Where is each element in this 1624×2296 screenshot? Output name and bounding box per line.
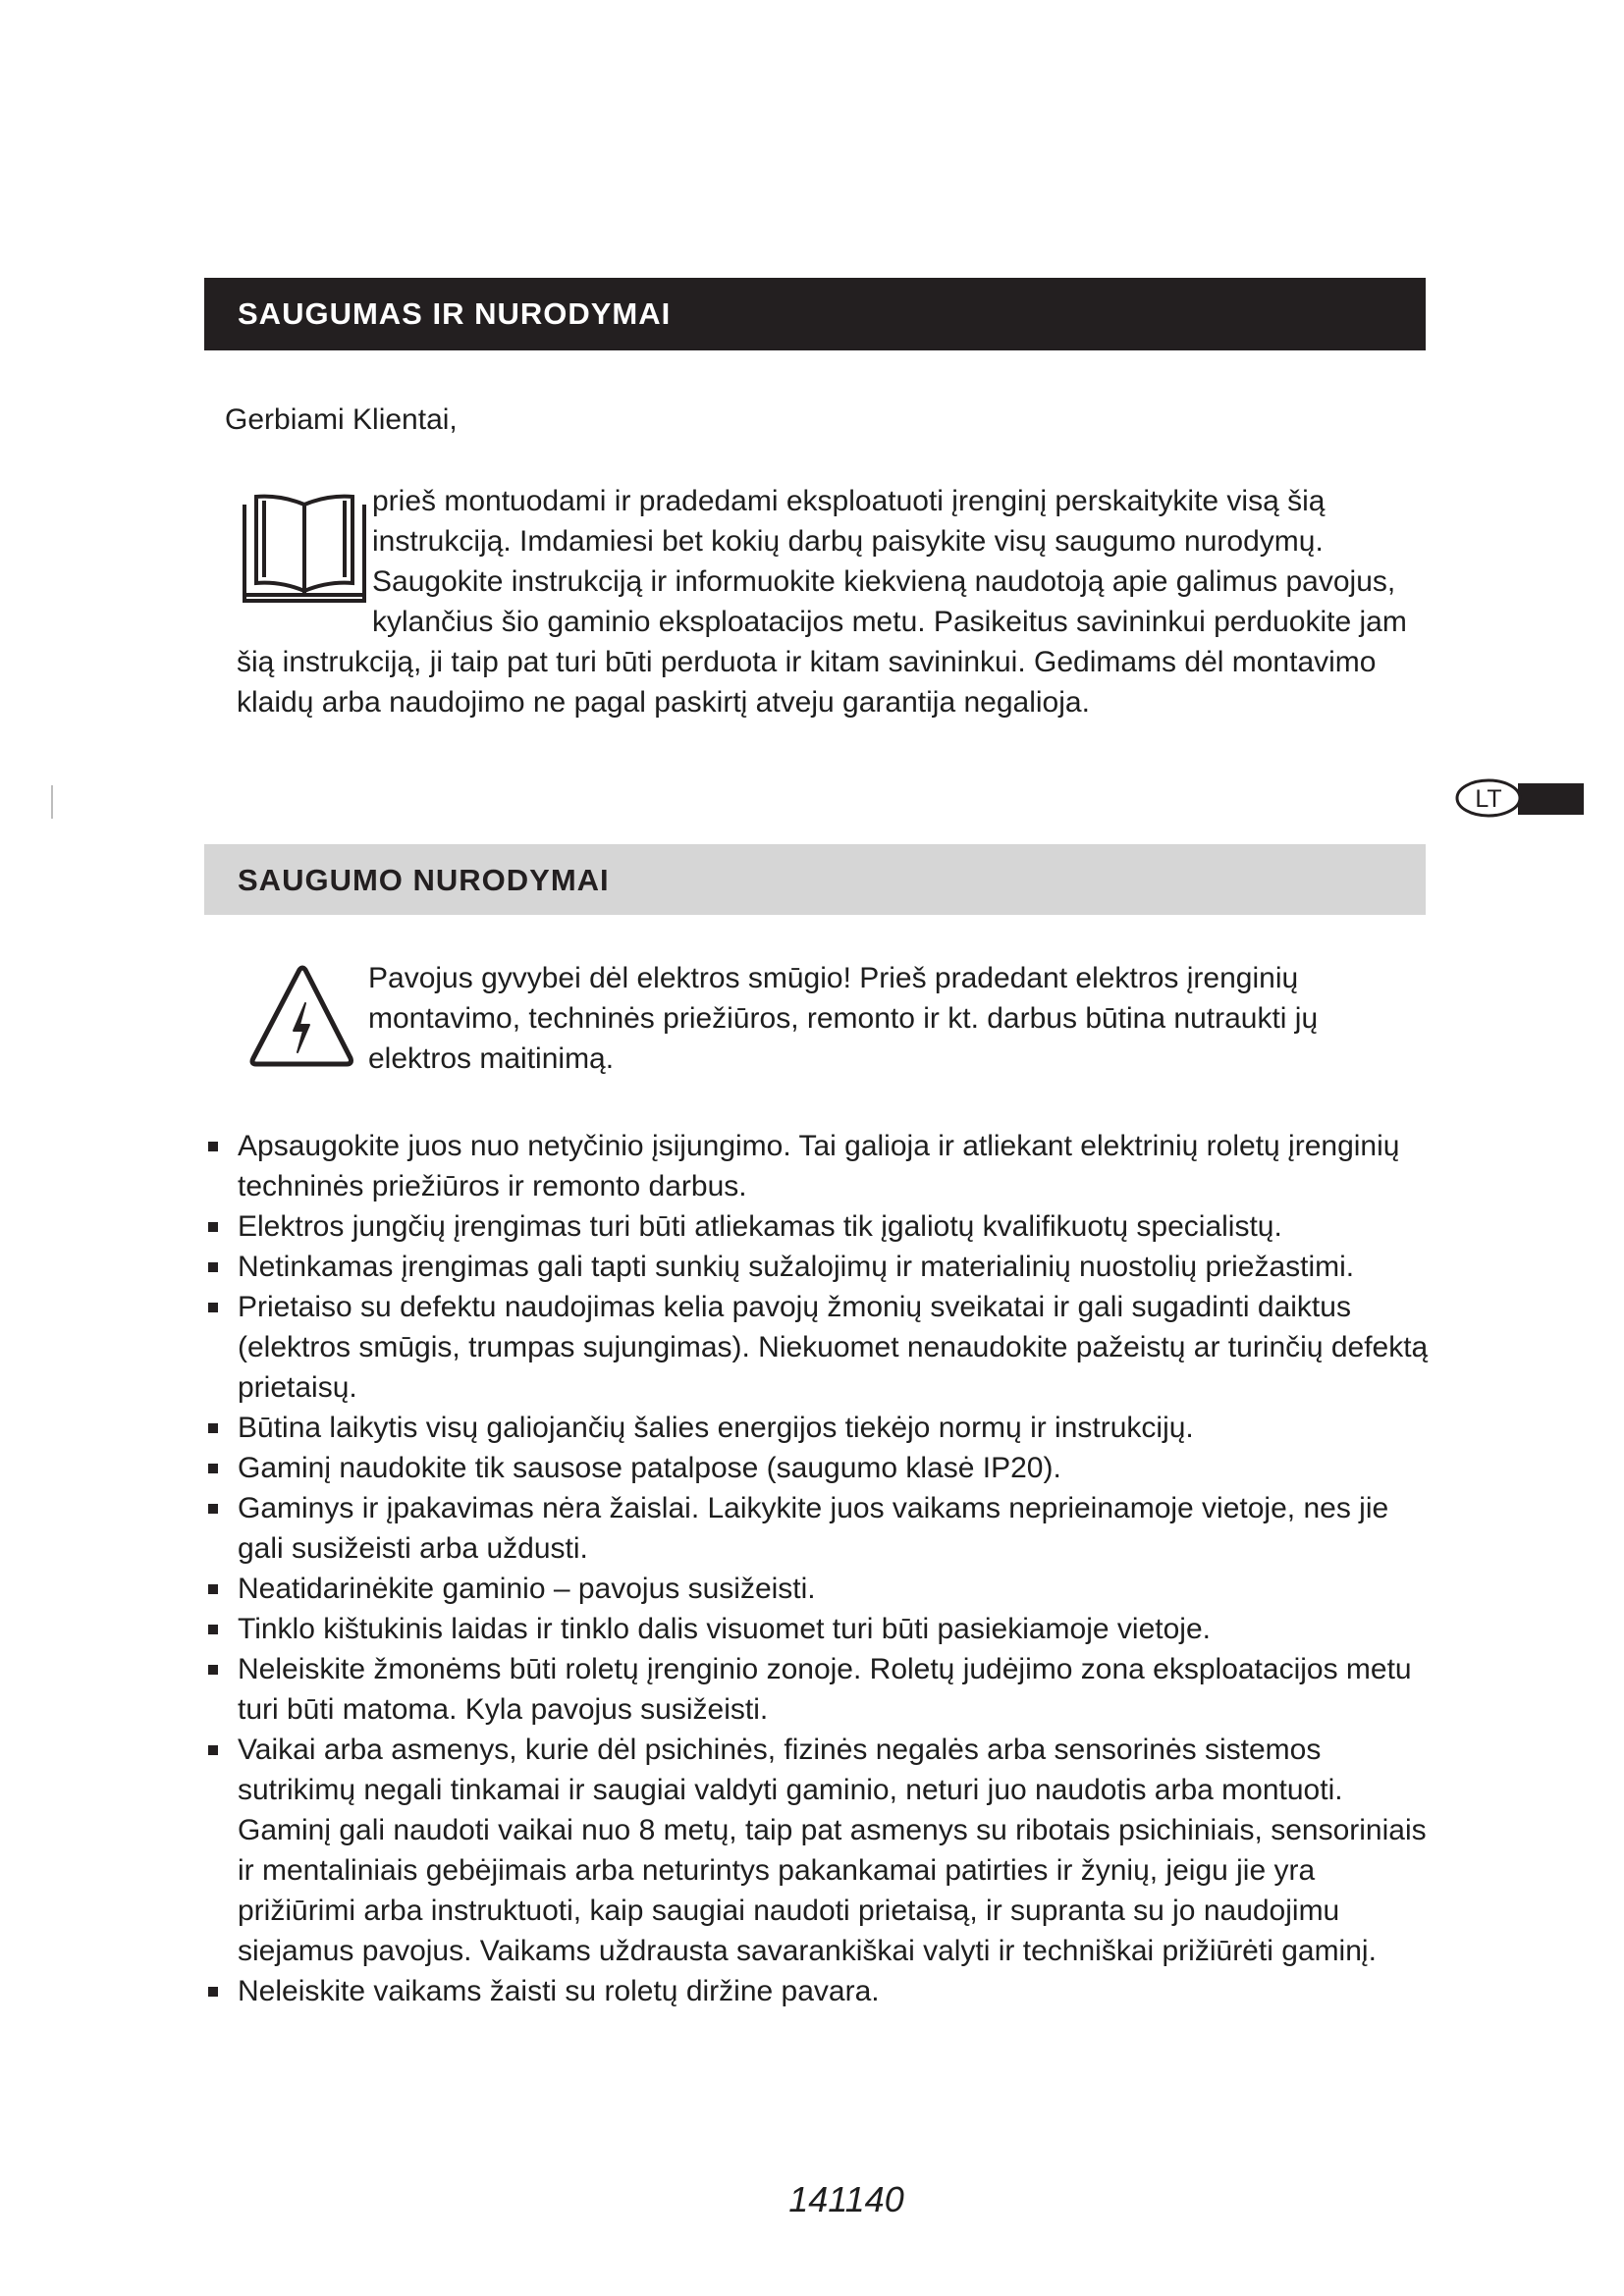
bullet-icon (208, 1584, 218, 1594)
list-item: Prietaiso su defektu naudojimas kelia pavojų žmonių sveikatai ir gali sugadinti daiktus (elektros smūgis, trumpas sujungimas). Niekuomet nenaudokite pažeistų ar turinčių defektą prietaisų. (204, 1287, 1432, 1408)
bullet-icon (208, 1142, 218, 1151)
bullet-icon (208, 1665, 218, 1675)
safety-bullet-list (204, 1126, 1432, 2011)
bullet-icon (208, 1222, 218, 1232)
list-item: Gaminį naudokite tik sausose patalpose (saugumo klasė IP20). (204, 1448, 1432, 1488)
language-badge (1453, 777, 1584, 819)
list-item: Neleiskite vaikams žaisti su roletų diržine pavara. (204, 1971, 1432, 2011)
intro-text: prieš montuodami ir pradedami eksploatuoti įrenginį perskaitykite visą šią instrukciją. Imdamiesi bet kokių darbų paisykite visų saugumo nurodymų. Saugokite instrukciją ir informuokite kiekvieną naudotoją apie galimus pavojus, kylančius šio gaminio eksploatacijos metu. Pasikeitus savininkui perduokite jam šią instrukciją, ji taip pat turi būti perduota ir kitam savininkui. Gedimams dėl montavimo klaidų arba naudojimo ne pagal paskirtį atveju garantija negalioja. (237, 485, 1407, 719)
bullet-icon (208, 1504, 218, 1514)
list-item: Apsaugokite juos nuo netyčinio įsijungimo. Tai galioja ir atliekant elektrinių roletų įrenginių techninės priežiūros ir remonto darbus. (204, 1126, 1432, 1206)
list-item: Netinkamas įrengimas gali tapti sunkių sužalojimų ir materialinių nuostolių priežastimi. (204, 1247, 1432, 1287)
page-number: 141140 (788, 2179, 904, 2219)
list-item: Neatidarinėkite gaminio – pavojus susižeisti. (204, 1569, 1432, 1609)
warning-text: Pavojus gyvybei dėl elektros smūgio! Prieš pradedant elektros įrenginių montavimo, techninės priežiūros, remonto ir kt. darbus būtina nutraukti jų elektros maitinimą. (368, 962, 1319, 1075)
bullet-icon (208, 1745, 218, 1755)
bullet-icon (208, 1423, 218, 1433)
page-edge-mark (51, 785, 53, 819)
list-item: Vaikai arba asmenys, kurie dėl psichinės, fizinės negalės arba sensorinės sistemos sutrikimų negali tinkamai ir saugiai valdyti gaminio, neturi juo naudotis arba montuoti. Gaminį gali naudoti vaikai nuo 8 metų, taip pat asmenys su ribotais psichiniais, sensoriniais ir mentaliniais gebėjimais arba neturintys pakankamai patirties ir žynių, jeigu jie yra prižiūrimi arba instruktuoti, kaip saugiai naudoti prietaisą, ir supranta su jo naudojimu siejamus pavojus. Vaikams uždrausta savarankiškai valyti ir techniškai prižiūrėti gaminį. (204, 1730, 1432, 1971)
electric-shock-warning-icon (237, 960, 368, 1078)
language-badge-label: LT (1475, 785, 1502, 813)
bullet-icon (208, 1987, 218, 1997)
list-item: Neleiskite žmonėms būti roletų įrenginio zonoje. Roletų judėjimo zona eksploatacijos metu turi būti matoma. Kyla pavojus susižeisti. (204, 1649, 1432, 1730)
list-item: Tinklo kištukinis laidas ir tinklo dalis visuomet turi būti pasiekiamoje vietoje. (204, 1609, 1432, 1649)
intro-block (237, 481, 1429, 722)
open-book-icon (237, 483, 372, 611)
list-item: Gaminys ir įpakavimas nėra žaislai. Laikykite juos vaikams neprieinamoje vietoje, nes jie gali susižeisti arba uždusti. (204, 1488, 1432, 1569)
bullet-icon (208, 1464, 218, 1473)
bullet-icon (208, 1303, 218, 1312)
section-header-safety: SAUGUMAS IR NURODYMAI (204, 278, 1426, 350)
greeting: Gerbiami Klientai, (225, 403, 458, 436)
list-item: Elektros jungčių įrengimas turi būti atliekamas tik įgaliotų kvalifikuotų specialistų. (204, 1206, 1432, 1247)
warning-block (237, 958, 1429, 1079)
list-item: Būtina laikytis visų galiojančių šalies energijos tiekėjo normų ir instrukcijų. (204, 1408, 1432, 1448)
section-header-safety-instructions: SAUGUMO NURODYMAI (204, 844, 1426, 915)
bullet-icon (208, 1625, 218, 1634)
bullet-icon (208, 1262, 218, 1272)
